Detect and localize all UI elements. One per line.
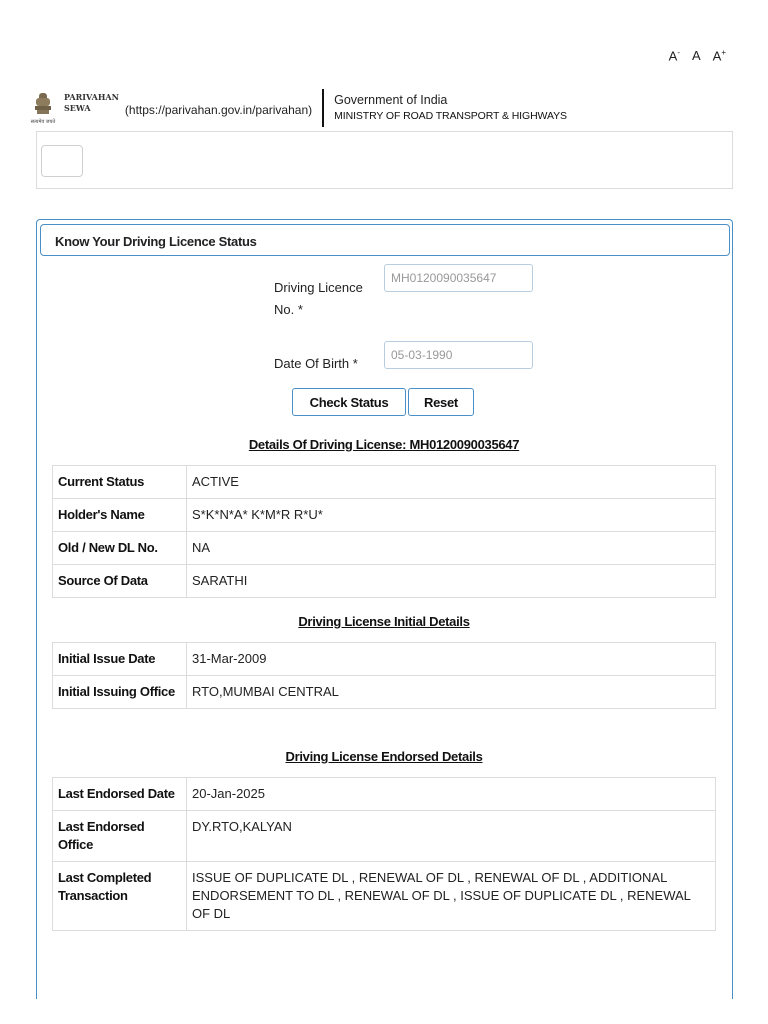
row-key: Last Endorsed Date	[53, 778, 187, 811]
font-increase-sup: +	[721, 48, 726, 57]
row-value: 20-Jan-2025	[187, 778, 716, 811]
endorsed-details-table	[52, 777, 716, 931]
dl-number-input[interactable]	[384, 264, 533, 292]
row-value: RTO,MUMBAI CENTRAL	[187, 676, 716, 709]
gov-line1: Government of India	[334, 93, 448, 107]
table-row	[53, 811, 716, 862]
row-key: Source Of Data	[53, 565, 187, 598]
row-value: S*K*N*A* K*M*R R*U*	[187, 499, 716, 532]
brand-line1: PARIVAHAN	[64, 92, 119, 102]
row-value: ISSUE OF DUPLICATE DL , RENEWAL OF DL , RENEWAL OF DL , ADDITIONAL ENDORSEMENT TO DL , RENEWAL OF DL , ISSUE OF DUPLICATE DL , RENEWAL OF DL	[187, 862, 716, 931]
row-key: Last Completed Transaction	[53, 862, 187, 931]
endorsed-details-title: Driving License Endorsed Details	[285, 749, 483, 764]
table-row	[53, 676, 716, 709]
row-value: DY.RTO,KALYAN	[187, 811, 716, 862]
details-table	[52, 465, 716, 598]
table-row	[53, 565, 716, 598]
row-key: Old / New DL No.	[53, 532, 187, 565]
row-key: Last Endorsed Office	[53, 811, 187, 862]
gov-line2: MINISTRY OF ROAD TRANSPORT & HIGHWAYS	[334, 110, 567, 122]
font-decrease-label: A	[668, 48, 678, 64]
initial-details-table	[52, 642, 716, 709]
dob-input[interactable]	[384, 341, 533, 369]
table-row	[53, 532, 716, 565]
details-title: Details Of Driving License: MH0120090035647	[248, 437, 520, 452]
font-decrease-button[interactable]	[669, 48, 680, 63]
emblem-caption: सत्यमेव जयते	[30, 119, 56, 125]
site-header	[30, 86, 730, 130]
table-row	[53, 643, 716, 676]
nav-bar	[36, 131, 733, 189]
font-increase-button[interactable]	[713, 48, 726, 63]
font-size-controls	[669, 48, 726, 63]
brand-line2: SEWA	[64, 103, 91, 113]
row-key: Initial Issue Date	[53, 643, 187, 676]
table-row	[53, 862, 716, 931]
table-row	[53, 499, 716, 532]
panel-title: Know Your Driving Licence Status	[40, 224, 730, 256]
dl-number-label: Driving Licence No. *	[274, 280, 363, 317]
national-emblem-icon	[30, 90, 56, 126]
row-value: ACTIVE	[187, 466, 716, 499]
font-decrease-sup: -	[677, 48, 680, 57]
gov-title	[334, 92, 567, 124]
menu-toggle-button[interactable]	[41, 145, 83, 177]
font-normal-button[interactable]: A	[691, 48, 701, 63]
brand-logo[interactable]	[64, 92, 119, 114]
check-status-button[interactable]: Check Status	[292, 388, 406, 416]
font-increase-label: A	[712, 48, 722, 64]
row-value: 31-Mar-2009	[187, 643, 716, 676]
brand-url[interactable]: (https://parivahan.gov.in/parivahan)	[124, 103, 313, 117]
row-value: SARATHI	[187, 565, 716, 598]
table-row	[53, 778, 716, 811]
dob-label: Date Of Birth *	[274, 356, 358, 371]
row-value: NA	[187, 532, 716, 565]
row-key: Current Status	[53, 466, 187, 499]
header-divider	[322, 89, 324, 127]
row-key: Holder's Name	[53, 499, 187, 532]
row-key: Initial Issuing Office	[53, 676, 187, 709]
initial-details-title: Driving License Initial Details	[298, 614, 470, 629]
table-row	[53, 466, 716, 499]
reset-button[interactable]: Reset	[408, 388, 474, 416]
